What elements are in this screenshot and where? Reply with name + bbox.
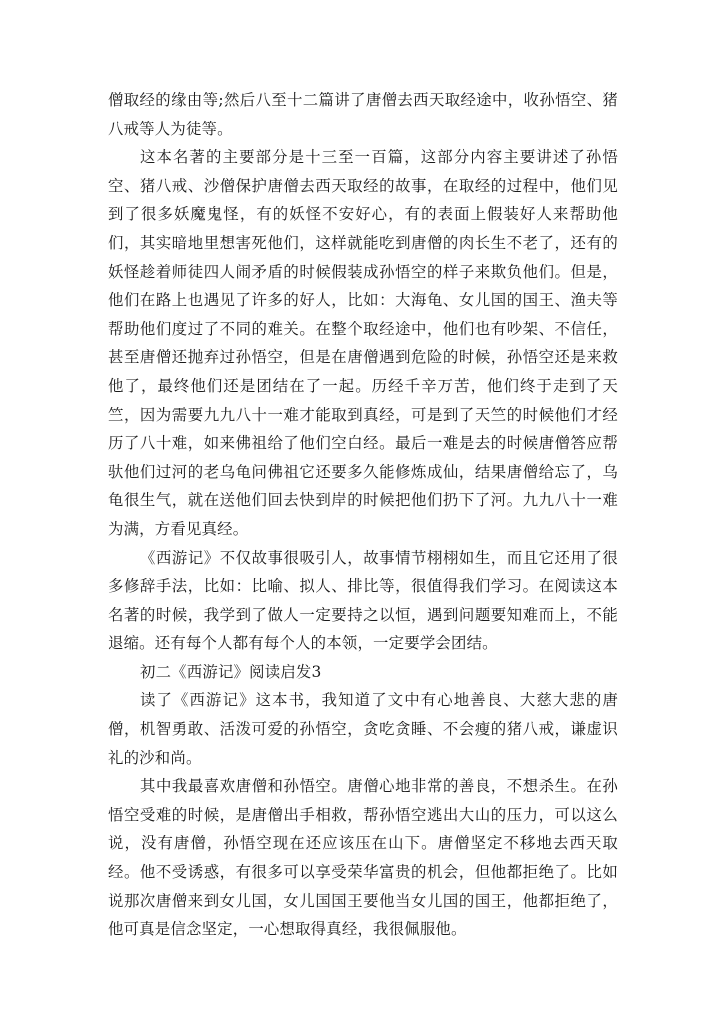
paragraph-continuation: 僧取经的缘由等;然后八至十二篇讲了唐僧去西天取经途中，收孙悟空、猪八戒等人为徒等。 bbox=[108, 91, 618, 138]
paragraph-main-plot: 这本名著的主要部分是十三至一百篇，这部分内容主要讲述了孙悟空、猪八戒、沙僧保护唐僧去西天取经的故事，在取经的过程中，他们见到了很多妖魔鬼怪，有的妖怪不安好心，有的表面上假装好人来帮助他们，其实暗地里想害死他们，这样就能吃到唐僧的肉长生不老了，还有的妖怪趁着师徒四人闹矛盾的时候假装成孙悟空的样子来欺负他们。但是，他们在路上也遇见了许多的好人，比如：大海龟、女儿国的国王、渔夫等帮助他们度过了不同的难关。在整个取经途中，他们也有吵架、不信任，甚至唐僧还抛弃过孙悟空，但是在唐僧遇到危险的时候，孙悟空还是来救他了，最终他们还是团结在了一起。历经千辛万苦，他们终于走到了天竺，因为需要九九八十一难才能取到真经，可是到了天竺的时候他们才经历了八十难，如来佛祖给了他们空白经。最后一难是去的时候唐僧答应帮驮他们过河的老乌龟问佛祖它还要多久能修炼成仙，结果唐僧给忘了，乌龟很生气，就在送他们回去快到岸的时候把他们扔下了河。九九八十一难为满，方看见真经。 bbox=[108, 148, 618, 538]
paragraph-characters: 读了《西游记》这本书，我知道了文中有心地善良、大慈大悲的唐僧，机智勇敢、活泼可爱的孙悟空，贪吃贪睡、不会瘦的猪八戒，谦虚识礼的沙和尚。 bbox=[108, 691, 618, 767]
paragraph-favorites: 其中我最喜欢唐僧和孙悟空。唐僧心地非常的善良，不想杀生。在孙悟空受难的时候，是唐僧出手相救，帮孙悟空逃出大山的压力，可以这么说，没有唐僧，孙悟空现在还应该压在山下。唐僧坚定不移地去西天取经。他不受诱惑，有很多可以享受荣华富贵的机会，但他都拒绝了。比如说那次唐僧来到女儿国，女儿国国王要他当女儿国的国王，他都拒绝了，他可真是信念坚定，一心想取得真经，我很佩服他。 bbox=[108, 777, 618, 939]
document-page bbox=[108, 86, 618, 944]
paragraph-writing-techniques: 《西游记》不仅故事很吸引人，故事情节栩栩如生，而且它还用了很多修辞手法，比如：比喻、拟人、排比等，很值得我们学习。在阅读这本名著的时候，我学到了做人一定要持之以恒，遇到问题要知难而上，不能退缩。还有每个人都有每个人的本领，一定要学会团结。 bbox=[108, 548, 618, 653]
section-title: 初二《西游记》阅读启发3 bbox=[140, 662, 322, 681]
